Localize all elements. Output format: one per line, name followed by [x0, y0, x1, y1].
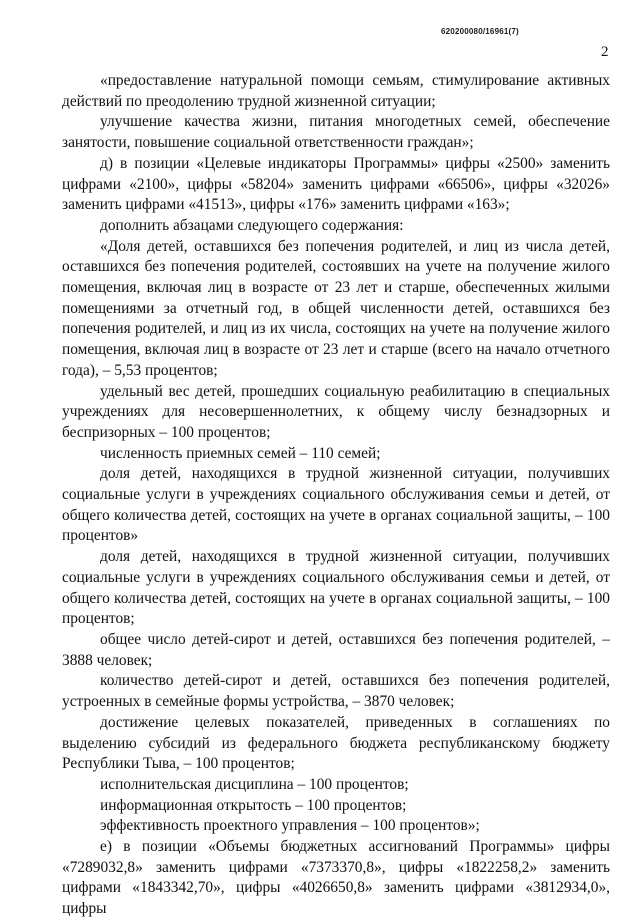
- paragraph-14: информационная открытость – 100 процентов;: [100, 796, 407, 814]
- paragraph-15: эффективность проектного управления – 100 процентов»;: [100, 817, 480, 835]
- document-body: [62, 71, 610, 920]
- paragraph-2: улучшение качества жизни, питания многодетных семей, обеспечение занятости, повышение социальной ответственности граждан»;: [62, 113, 610, 152]
- paragraph-11: количество детей-сирот и детей, оставшихся без попечения родителей, устроенных в семейные формы устройства, – 3870 человек;: [62, 672, 610, 711]
- paragraph-8: доля детей, находящихся в трудной жизненной ситуации, получивших социальные услуги в учреждениях социального обслуживания семьи и детей, от общего количества детей, состоящих на учете в органах социальной защиты, – 100 процентов»: [62, 465, 610, 545]
- paragraph-5: «Доля детей, оставшихся без попечения родителей, и лиц из числа детей, оставшихся без попечения родителей, состоявших на учете на получение жилого помещения, включая лиц в возрасте от 23 лет и старше, обеспеченных жилыми помещениями за отчетный год, в общей численности детей, оставшихся без попечения родителей, и лиц из их числа, состоящих на учете на получение жилого помещения, включая лиц в возрасте от 23 лет и старше (всего на начало отчетного года), – 5,53 процентов;: [62, 237, 610, 379]
- paragraph-4: дополнить абзацами следующего содержания:: [100, 216, 404, 234]
- paragraph-7: численность приемных семей – 110 семей;: [100, 444, 381, 462]
- document-registration-number: 620200080/16961(7): [441, 27, 519, 36]
- paragraph-3: д) в позиции «Целевые индикаторы Программы» цифры «2500» заменить цифрами «2100», цифры «58204» заменить цифрами «66506», цифры «32026» заменить цифрами «41513», цифры «176» заменить цифрами «163»;: [62, 154, 610, 214]
- paragraph-9: доля детей, находящихся в трудной жизненной ситуации, получивших социальные услуги в учреждениях социального обслуживания семьи и детей, от общего количества детей, состоящих на учете в органах социальной защиты, – 100 процентов;: [62, 548, 610, 628]
- paragraph-12: достижение целевых показателей, приведенных в соглашениях по выделению субсидий из федерального бюджета республиканскому бюджету Республики Тыва, – 100 процентов;: [62, 713, 610, 773]
- paragraph-16: е) в позиции «Объемы бюджетных ассигнований Программы» цифры «7289032,8» заменить цифрами «7373370,8», цифры «1822258,2» заменить цифрами «1843342,70», цифры «4026650,8» заменить цифрами «3812934,0», цифры: [62, 838, 610, 918]
- paragraph-13: исполнительская дисциплина – 100 процентов;: [100, 775, 409, 793]
- paragraph-10: общее число детей-сирот и детей, оставшихся без попечения родителей, – 3888 человек;: [62, 630, 610, 669]
- paragraph-1: «предоставление натуральной помощи семьям, стимулирование активных действий по преодолению трудной жизненной ситуации;: [62, 72, 610, 110]
- paragraph-6: удельный вес детей, прошедших социальную реабилитацию в специальных учреждениях для несовершеннолетних, к общему числу безнадзорных и беспризорных – 100 процентов;: [62, 382, 610, 441]
- page-number: 2: [601, 44, 609, 60]
